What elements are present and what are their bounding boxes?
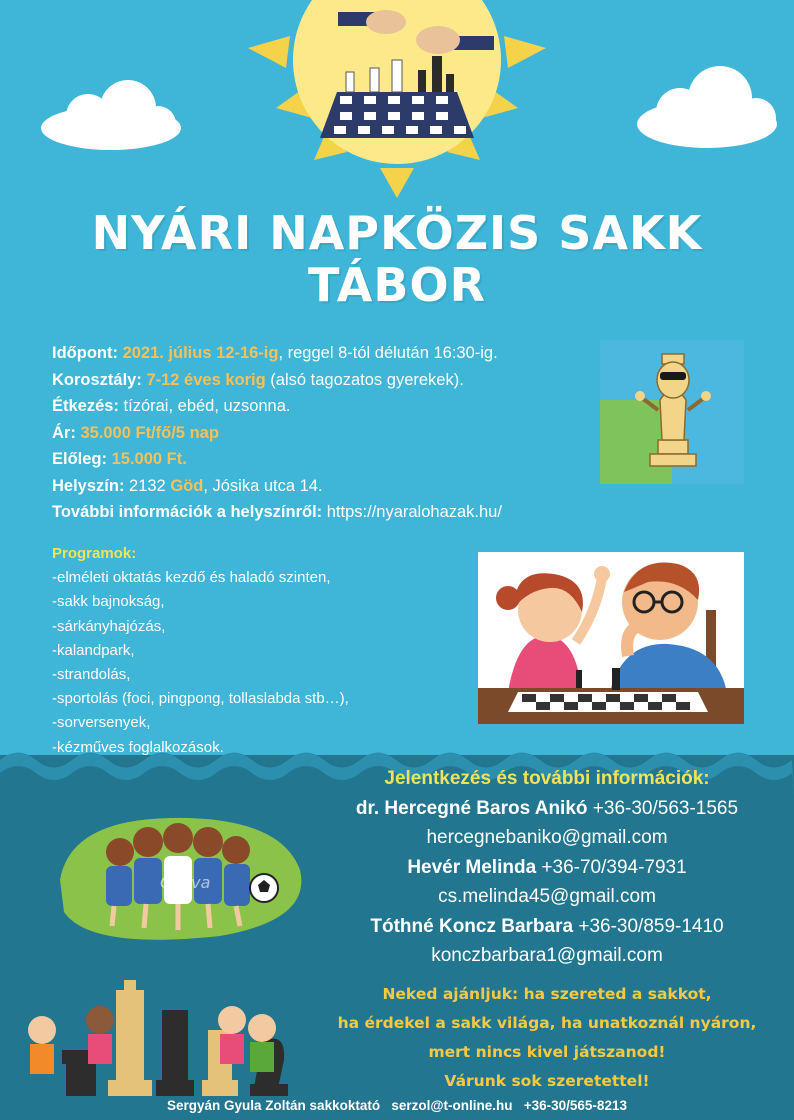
contact-name: Hevér Melinda [407, 856, 537, 878]
contact-person-1 [300, 794, 794, 824]
contact-person-3 [300, 912, 794, 942]
page-title-line2: TÁBOR [308, 258, 486, 312]
date-rest: , reggel 8-tól délután 16:30-ig. [278, 344, 498, 362]
date-value: 2021. július 12-16-ig [122, 344, 279, 362]
watermark-text: Canva [160, 873, 211, 892]
meals-label: Étkezés: [52, 397, 119, 415]
contact-phone[interactable]: +36-70/394-7931 [536, 856, 687, 878]
page-title-line1: NYÁRI NAPKÖZIS SAKK [91, 206, 703, 260]
contact-phone[interactable]: +36-30/859-1410 [573, 915, 724, 937]
list-item: -elméleti oktatás kezdő és haladó szinten, [52, 569, 331, 587]
sun-chess-illustration [242, 0, 552, 200]
kids-playing-chess-illustration [478, 552, 744, 724]
slogan-block [300, 980, 794, 1096]
place-rest: , Jósika utca 14. [203, 476, 323, 495]
programs-list [52, 542, 349, 760]
price-label: Ár: [52, 423, 76, 442]
info-age [52, 367, 612, 394]
age-rest: (alsó tagozatos gyerekek). [265, 370, 464, 389]
price-value: 35.000 Ft/fő/5 nap [80, 423, 219, 442]
place-city: Göd [170, 476, 204, 495]
list-item: -sportolás (foci, pingpong, tollaslabda stb…), [52, 690, 349, 708]
contact-block [300, 764, 794, 971]
programs-heading: Programok: [52, 545, 137, 562]
info-price [52, 420, 612, 447]
cloud-right-icon [632, 62, 782, 152]
date-label: Időpont: [52, 344, 118, 362]
age-label: Korosztály: [52, 370, 142, 389]
info-more [52, 499, 612, 526]
contact-phone[interactable]: +36-30/563-1565 [587, 797, 739, 819]
contact-heading: Jelentkezés és további információk: [384, 768, 710, 789]
meals-value: tízórai, ebéd, uzsonna. [118, 397, 291, 415]
contact-person-2 [300, 853, 794, 883]
contact-email[interactable]: konczbarbara1@gmail.com [431, 945, 663, 966]
info-place [52, 473, 612, 500]
place-pre: 2132 [124, 476, 171, 495]
list-item: -sakk bajnokság, [52, 593, 165, 611]
slogan-line: ha érdekel a sakk világa, ha unatkoznál nyáron, [337, 1014, 757, 1032]
contact-email[interactable]: hercegnebaniko@gmail.com [426, 827, 668, 848]
contact-email[interactable]: cs.melinda45@gmail.com [438, 886, 656, 907]
deposit-label: Előleg: [52, 450, 108, 468]
list-item: -kalandpark, [52, 641, 135, 659]
deposit-value: 15.000 Ft. [111, 450, 187, 468]
more-link[interactable]: https://nyaralohazak.hu/ [322, 503, 502, 521]
list-item: -strandolás, [52, 666, 131, 684]
soccer-team-huddle-illustration [50, 800, 312, 946]
age-value: 7-12 éves korig [146, 370, 266, 389]
info-block [52, 340, 612, 526]
slogan-line: Várunk sok szeretettel! [444, 1072, 650, 1090]
contact-name: Tóthné Koncz Barbara [370, 915, 574, 937]
list-item: -sárkányhajózás, [52, 617, 166, 635]
info-deposit [52, 446, 612, 473]
place-label: Helyszín: [52, 476, 125, 495]
cloud-left-icon [36, 78, 186, 153]
footer-contact: Sergyán Gyula Zoltán sakkoktató serzol@t-online.hu +36-30/565-8213 [167, 1098, 627, 1113]
list-item: -sorversenyek, [52, 714, 151, 732]
more-label: További információk a helyszínről: [52, 503, 323, 521]
chess-pawn-character-image [600, 340, 744, 484]
slogan-line: mert nincs kivel játszanod! [428, 1043, 666, 1061]
list-item: -kézműves foglalkozások. [52, 738, 224, 756]
info-meals [52, 393, 612, 420]
contact-name: dr. Hercegné Baros Anikó [355, 797, 588, 819]
slogan-line: Neked ajánljuk: ha szereted a sakkot, [382, 985, 712, 1003]
kids-with-chess-pieces-illustration [22, 980, 312, 1098]
info-date [52, 340, 612, 367]
